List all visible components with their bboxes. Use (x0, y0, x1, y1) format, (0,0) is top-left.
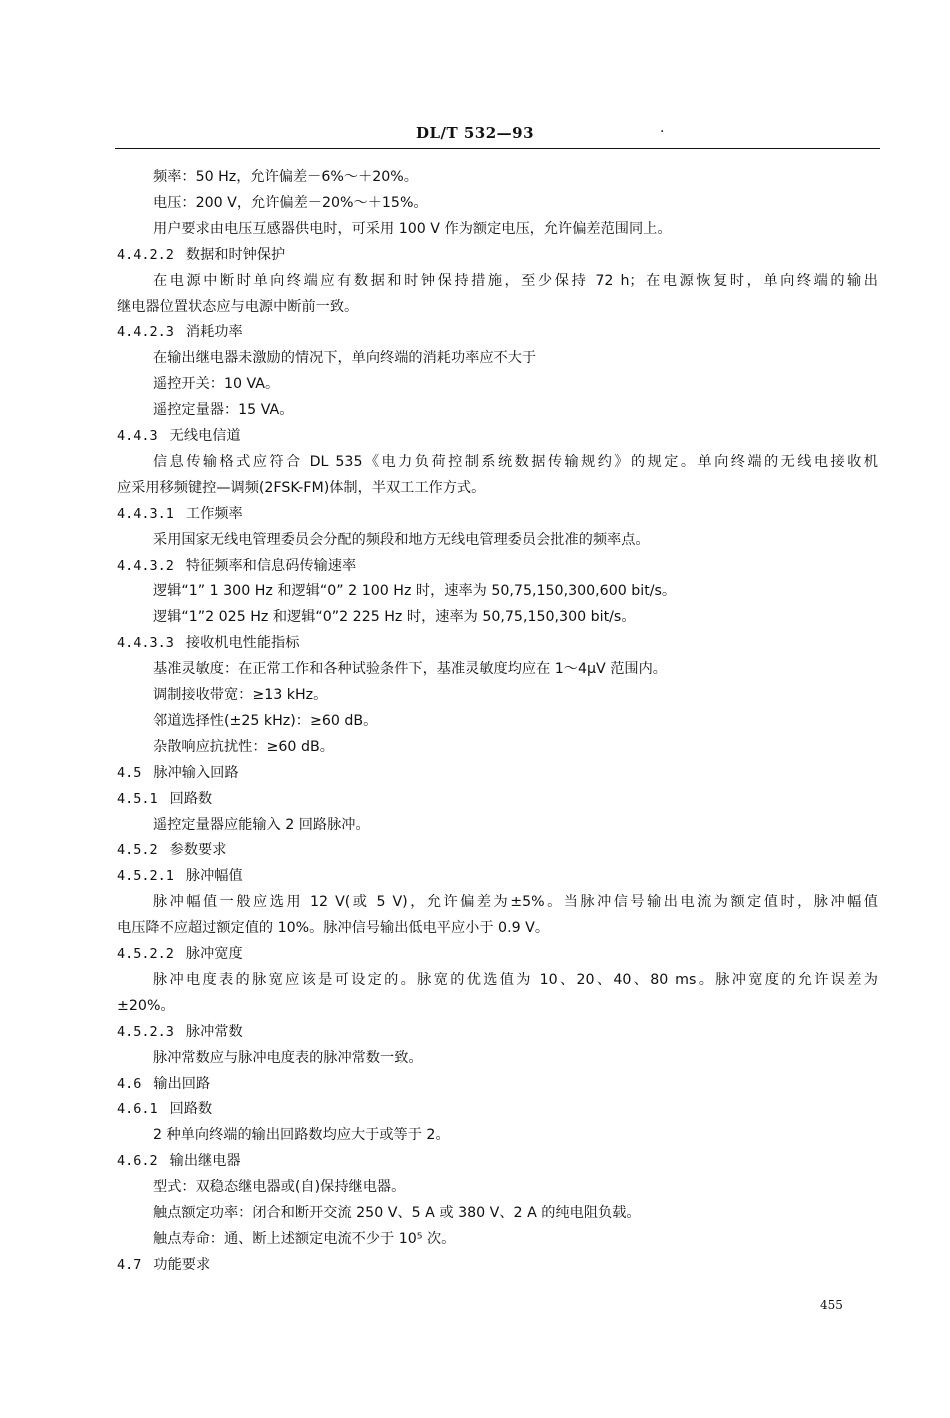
section-title: 脉冲宽度 (185, 946, 243, 962)
paragraph-continuation: ±20%。 (117, 997, 175, 1014)
paragraph-line: 触点额定功率：闭合和断开交流 250 V、5 A 或 380 V、2 A 的纯电阻负载。 (153, 1205, 641, 1221)
section-number: 4.5.2.2 (117, 946, 174, 962)
section-title: 无线电信道 (169, 428, 241, 444)
paragraph-line: 脉冲电度表的脉宽应该是可设定的。脉宽的优选值为 10、20、40、80 ms。脉冲宽度的允许误差为 (153, 971, 878, 988)
section-number: 4.4.3.1 (117, 505, 174, 522)
section-number: 4.5 (117, 764, 142, 781)
paragraph-line: 脉冲幅值一般应选用 12 V(或 5 V)，允许偏差为±5%。当脉冲信号输出电流为额定值时，脉冲幅值 (153, 894, 878, 911)
section-number: 4.5.2.1 (117, 868, 174, 885)
section-title: 工作频率 (185, 505, 243, 522)
section-number: 4.6.1 (117, 1101, 158, 1118)
paragraph-line: 邻道选择性(±25 kHz)：≥60 dB。 (153, 712, 378, 729)
section-heading (117, 1073, 210, 1095)
section-heading (117, 839, 226, 861)
section-title: 脉冲幅值 (185, 868, 243, 885)
paragraph-line: 在输出继电器未激励的情况下，单向终端的消耗功率应不大于 (153, 350, 537, 367)
paragraph-line: 用户要求由电压互感器供电时，可采用 100 V 作为额定电压，允许偏差范围同上。 (153, 220, 672, 237)
header-rule (115, 148, 880, 149)
section-heading (117, 943, 243, 965)
paragraph-line: 调制接收带宽：≥13 kHz。 (153, 687, 328, 703)
section-number: 4.5.2.3 (117, 1023, 174, 1040)
paragraph-continuation: 应采用移频键控—调频(2FSK-FM)体制，半双工工作方式。 (117, 479, 486, 496)
section-number: 4.4.3 (117, 428, 158, 444)
paragraph-line: 2 种单向终端的输出回路数均应大于或等于 2。 (153, 1127, 450, 1144)
section-heading (117, 1021, 243, 1043)
section-title: 回路数 (169, 1101, 213, 1118)
section-number: 4.6 (117, 1075, 142, 1092)
section-number: 4.4.3.2 (117, 557, 174, 574)
paragraph-continuation: 电压降不应超过额定值的 10%。脉冲信号输出低电平应小于 0.9 V。 (117, 920, 550, 937)
paragraph-line: 频率：50 Hz，允许偏差－6%～＋20%。 (153, 169, 418, 185)
section-title: 特征频率和信息码传输速率 (185, 557, 357, 574)
section-heading (117, 244, 285, 266)
page-number: 455 (820, 1298, 843, 1312)
section-number: 4.4.3.3 (117, 635, 174, 652)
section-heading (117, 762, 239, 784)
section-number: 4.4.2.3 (117, 324, 174, 341)
section-title: 脉冲常数 (185, 1023, 243, 1040)
section-number: 4.5.1 (117, 790, 158, 807)
section-heading (117, 425, 241, 447)
paragraph-line: 型式：双稳态继电器或(自)保持继电器。 (153, 1179, 406, 1196)
section-title: 脉冲输入回路 (153, 764, 239, 781)
paragraph-line: 基准灵敏度：在正常工作和各种试验条件下，基准灵敏度均应在 1～4μV 范围内。 (153, 661, 667, 678)
section-title: 功能要求 (153, 1256, 211, 1273)
paragraph-line: 遥控定量器应能输入 2 回路脉冲。 (153, 816, 370, 833)
section-title: 接收机电性能指标 (185, 635, 300, 652)
section-heading (117, 788, 212, 810)
section-heading (117, 555, 356, 577)
section-title: 回路数 (169, 790, 213, 807)
section-number: 4.4.2.2 (117, 246, 174, 263)
section-title: 参数要求 (169, 842, 227, 859)
paragraph-line: 遥控开关：10 VA。 (153, 376, 280, 393)
section-title: 消耗功率 (185, 324, 243, 341)
section-title: 输出回路 (153, 1075, 211, 1092)
section-number: 4.5.2 (117, 842, 158, 859)
header-dot: · (660, 124, 665, 140)
section-title: 输出继电器 (169, 1153, 241, 1170)
paragraph-line: 遥控定量器：15 VA。 (153, 402, 294, 419)
paragraph-continuation: 继电器位置状态应与电源中断前一致。 (117, 298, 359, 315)
section-heading (117, 632, 299, 654)
section-heading (117, 865, 243, 887)
paragraph-line: 在电源中断时单向终端应有数据和时钟保持措施，至少保持 72 h；在电源恢复时，单向终端的输出 (153, 272, 878, 289)
paragraph-line: 杂散响应抗扰性：≥60 dB。 (153, 738, 334, 755)
section-heading (117, 321, 243, 343)
paragraph-line: 脉冲常数应与脉冲电度表的脉冲常数一致。 (153, 1049, 423, 1066)
section-heading (117, 1098, 212, 1120)
section-heading (117, 1254, 210, 1276)
section-number: 4.7 (117, 1256, 142, 1273)
paragraph-line: 触点寿命：通、断上述额定电流不少于 10⁵ 次。 (153, 1230, 456, 1247)
paragraph-line: 信息传输格式应符合 DL 535《电力负荷控制系统数据传输规约》的规定。单向终端的无线电接收机 (153, 453, 878, 470)
section-heading (117, 1150, 241, 1172)
section-number: 4.6.2 (117, 1153, 158, 1170)
paragraph-line: 逻辑“1” 1 300 Hz 和逻辑“0” 2 100 Hz 时，速率为 50,75,150,300,600 bit/s。 (153, 583, 677, 600)
section-title: 数据和时钟保护 (185, 246, 286, 263)
document-header: DL/T 532—93 (415, 124, 535, 142)
paragraph-line: 逻辑“1”2 025 Hz 和逻辑“0”2 225 Hz 时，速率为 50,75,150,300 bit/s。 (153, 609, 636, 626)
paragraph-line: 采用国家无线电管理委员会分配的频段和地方无线电管理委员会批准的频率点。 (153, 531, 650, 548)
section-heading (117, 503, 243, 525)
paragraph-line: 电压：200 V，允许偏差－20%～＋15%。 (153, 194, 428, 211)
